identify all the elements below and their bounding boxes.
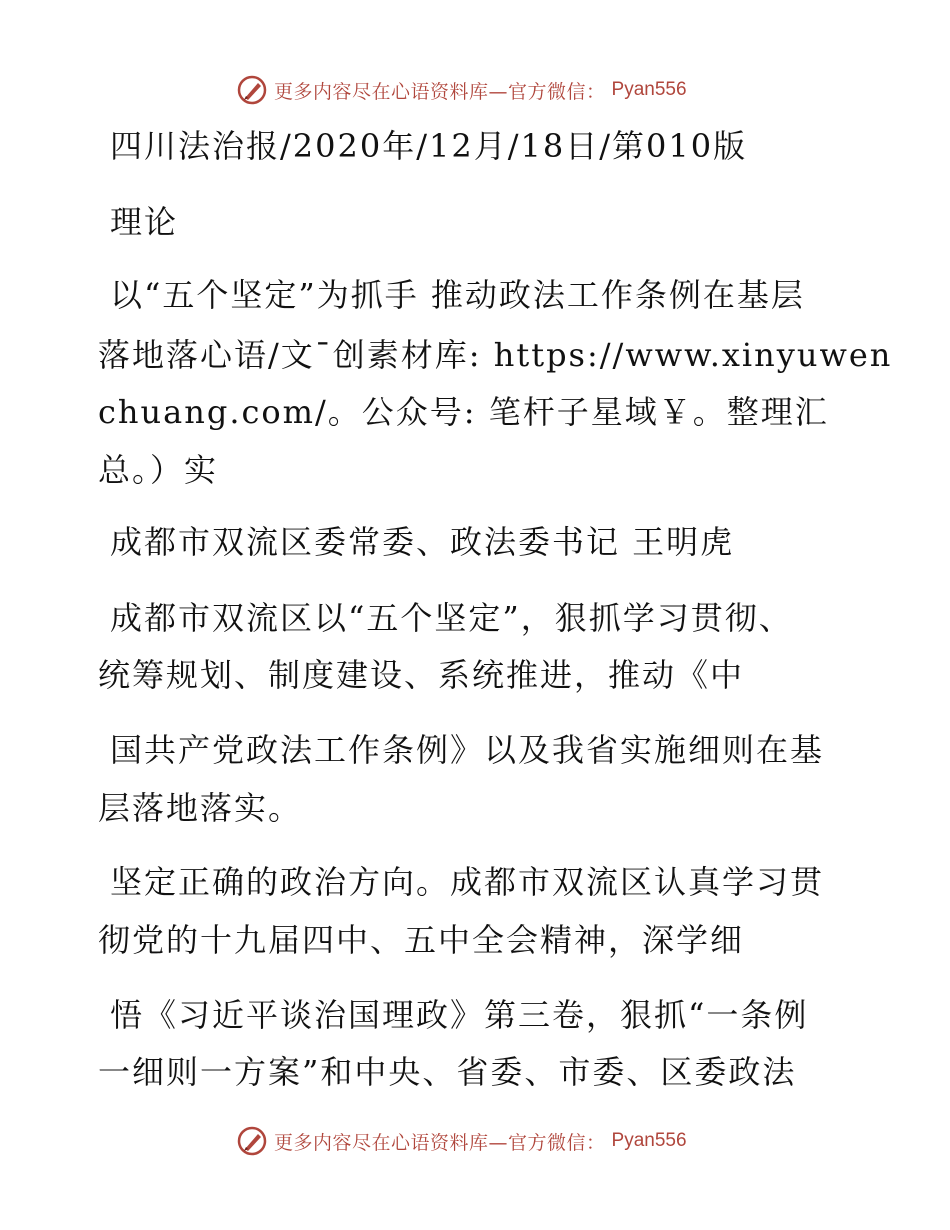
doc-paragraph-line: 坚定正确的政治方向。成都市双流区认真学习贯 [110,863,825,901]
doc-paragraph-line: 统筹规划、制度建设、系统推进，推动《中 [98,656,745,694]
doc-title-line-2: 落地落心语/文¯创素材库: https://www.xinyuwen [98,336,893,374]
doc-source-line: 四川法治报/2020年/12月/18日/第010版 [110,127,748,165]
watermark-wechat-id: Pyan556 [611,79,687,100]
doc-paragraph-line: 悟《习近平谈治国理政》第三卷，狠抓“一条例 [110,996,809,1034]
doc-paragraph-line: 层落地落实。 [98,789,303,827]
doc-author-line: 成都市双流区委常委、政法委书记 王明虎 [110,523,735,561]
watermark-footer [236,1124,687,1158]
quill-logo-icon [236,1125,268,1157]
doc-paragraph-line: 彻党的十九届四中、五中全会精神，深学细 [98,921,745,959]
doc-paragraph-line: 一细则一方案”和中央、省委、市委、区委政法 [98,1053,797,1091]
doc-paragraph-line: 成都市双流区以“五个坚定”，狠抓学习贯彻、 [110,599,793,637]
doc-paragraph-line: 国共产党政法工作条例》以及我省实施细则在基 [110,731,825,769]
quill-logo-icon [236,74,268,106]
doc-title-line-3: chuang.com/。公众号: 笔杆子星域￥。整理汇 [98,393,829,431]
doc-section-label: 理论 [110,203,179,241]
watermark-text: 更多内容尽在心语资料库—官方微信： [274,1131,606,1154]
doc-title-line-4: 总。）实 [98,451,219,489]
doc-title-line-1: 以“五个坚定”为抓手 推动政法工作条例在基层 [110,276,805,314]
watermark-text: 更多内容尽在心语资料库—官方微信： [274,80,606,103]
watermark-wechat-id: Pyan556 [611,1130,687,1151]
watermark-header [236,73,687,107]
